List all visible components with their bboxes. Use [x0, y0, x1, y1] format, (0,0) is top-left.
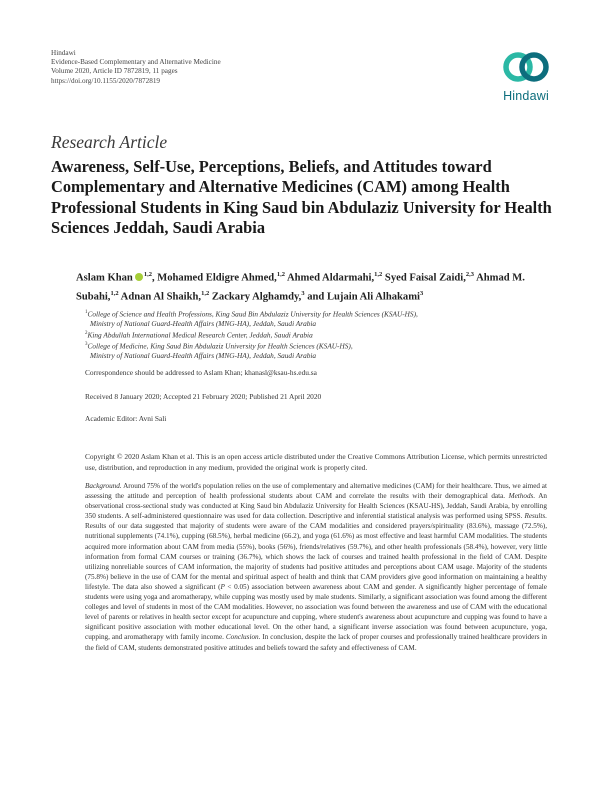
article-title: Awareness, Self-Use, Perceptions, Beliefs, and Attitudes toward Complementary and Alternative Medicines (CAM) among Health Professional Students in King Saud bin Abdulaziz University for Health Sciences Jeddah, Saudi Arabia — [51, 157, 552, 238]
publisher-name: Hindawi — [51, 49, 76, 57]
publication-dates: Received 8 January 2020; Accepted 21 February 2020; Published 21 April 2020 — [85, 392, 322, 401]
author-list: Aslam Khan $^{1,2}$, Mohamed Eldigre Ahmed,$^{1,2}$ Ahmed Aldarmahi,$^{1,2}$ Syed Faisal Zaidi,$^{2,3}$ Ahmad M. Subahi,$^{1,2}$ Adnan Al Shaikh,$^{1,2}$ Zackary Alghamdy,$^3$ and Lujain Ali Alhakami$^3$ — [76, 271, 525, 303]
abstract-methods: An observational cross-sectional study was conducted at King Saud bin Abdulaziz University for Health Sciences (KSAU-HS), Jeddah, Saudi Arabia, by enrolling 350 students. A self-administered questionnaire was used for data collection. Descriptive and inferential statistical analysis was performed using SPSS. — [85, 492, 547, 521]
abstract-p-value-letter: P — [220, 582, 225, 591]
doi-link[interactable]: https://doi.org/10.1155/2020/7872819 — [51, 76, 161, 85]
hindawi-logo — [496, 46, 556, 104]
author-name: Ahmed Aldarmahi, — [287, 272, 375, 284]
article-type: Research Article — [51, 132, 168, 152]
orcid-icon[interactable] — [135, 273, 143, 281]
affiliation-number: 2 — [85, 330, 88, 336]
affiliation-line: Ministry of National Guard-Health Affairs (MNG-HA), Jeddah, Saudi Arabia — [90, 319, 317, 329]
logo-wordmark: Hindawi — [503, 89, 549, 103]
affiliations — [85, 308, 555, 360]
abstract-conclusion-label: Conclusion. — [225, 633, 261, 642]
journal-name: Evidence-Based Complementary and Alternative Medicine — [51, 58, 221, 67]
author-name: and Lujain Ali Alhakami — [307, 291, 420, 303]
author-affiliation-sup: 1,2 — [110, 290, 119, 298]
author-affiliation-sup: 1,2 — [374, 271, 383, 278]
affiliation-line: King Abdullah International Medical Research Center, Jeddah, Saudi Arabia — [87, 330, 313, 340]
affiliation-line: Ministry of National Guard-Health Affairs (MNG-HA), Jeddah, Saudi Arabia — [90, 350, 317, 360]
abstract-background-label: Background. — [85, 482, 122, 490]
volume-info: Volume 2020, Article ID 7872819, 11 pages — [51, 67, 178, 76]
author-affiliation-sup: 1,2 — [276, 271, 285, 278]
affiliation-line: College of Science and Health Professions, King Saud Bin Abdulaziz University for Health Sciences (KSAU-HS), — [87, 309, 418, 319]
abstract-results-label: Results. — [524, 512, 547, 521]
abstract-results-part2: < 0.05) association between awareness about CAM and gender. A significantly higher percentage of female students were using yoga and aromatherapy, while cupping was mostly used by male students. Similarly, a significant association was found among the different colleges and level of students in most of the CAM modalities. However, no association was found between the awareness and use of CAM with the educational level of parents or relatives in health sector except for acupuncture and cupping, where student's awareness about acupuncture and cupping was found to have a significant positive association with mother educational level. On the other hand, a significant inverse association was found between acupuncture, yoga, cupping, and aromatherapy with family income. — [85, 582, 547, 642]
author-name: Zackary Alghamdy, — [211, 291, 302, 303]
author-affiliation-sup: 1,2 — [201, 290, 210, 298]
author-affiliation-sup: 3 — [419, 290, 424, 298]
copyright-notice: Copyright © 2020 Aslam Khan et al. This is an open access article distributed under the Creative Commons Attribution License, which permits unrestricted use, distribution, and reproduction in any medium, provided the original work is properly cited. — [85, 452, 547, 472]
journal-header — [51, 49, 221, 86]
affiliation — [85, 340, 555, 361]
author-affiliation-sup: 1,2 — [143, 271, 152, 278]
affiliation — [85, 308, 555, 329]
abstract-background: Around 75% of the world's population relies on the use of complementary and alternative medicines (CAM) for their healthcare. Thus, we aimed at assessing the attitude and perception of health professional students about CAM and correlate the results with their demographical data. — [85, 482, 547, 501]
author-affiliation-sup: 3 — [301, 290, 305, 298]
affiliation-line: College of Medicine, King Saud Bin Abdulaziz University for Health Sciences (KSAU-HS), — [87, 341, 353, 351]
author-name: Aslam Khan — [76, 272, 133, 284]
affiliation — [85, 329, 555, 340]
abstract-conclusion: In conclusion, despite the lack of proper courses and professionally trained healthcare providers in the field of CAM, students demonstrated positive attitudes and beliefs toward the safety and effectiveness of CAM. — [85, 633, 548, 652]
correspondence: Correspondence should be addressed to Aslam Khan; khanasl@ksau-hs.edu.sa — [85, 368, 317, 377]
author-name: Ahmad M. Subahi, — [76, 272, 525, 303]
affiliation-number: 1 — [85, 310, 88, 315]
affiliation-number: 3 — [85, 341, 88, 347]
academic-editor: Academic Editor: Avni Sali — [85, 414, 167, 423]
author-name: Mohamed Eldigre Ahmed, — [157, 272, 277, 284]
author-affiliation-sup: 2,3 — [465, 271, 474, 278]
author-name: Adnan Al Shaikh, — [120, 291, 202, 303]
hindawi-rings-icon — [501, 46, 551, 88]
abstract — [85, 481, 547, 653]
abstract-results-part1: Results of our data suggested that majority of students were aware of the CAM modalities and considered prayers/spirituality (83.6%), massage (72.5%), nutritional supplements (74.1%), cupping (68.5%), herbal medicine (66.2), and yoga (61.6%) as most effective and least harmful CAM modalities. The students acquired more information about CAM from media (55%), books (56%), friends/relatives (59.7%), and other health professionals (58.4%), however, very little information from formal CAM courses or training (36.7%), which shows the lack of courses and trained health professional in the field of CAM. Despite utilizing nonreliable sources of CAM information, the majority of students had positive attitudes and perceptions about CAM usage. Majority of the students (75.8%) believe in the use of CAM for the mental and spiritual aspect of health and think that CAM providers give good information on maintaining a healthy lifestyle. The data also showed a significant ( — [85, 522, 547, 591]
author-name: Syed Faisal Zaidi, — [384, 272, 466, 284]
abstract-methods-label: Methods. — [508, 492, 536, 501]
